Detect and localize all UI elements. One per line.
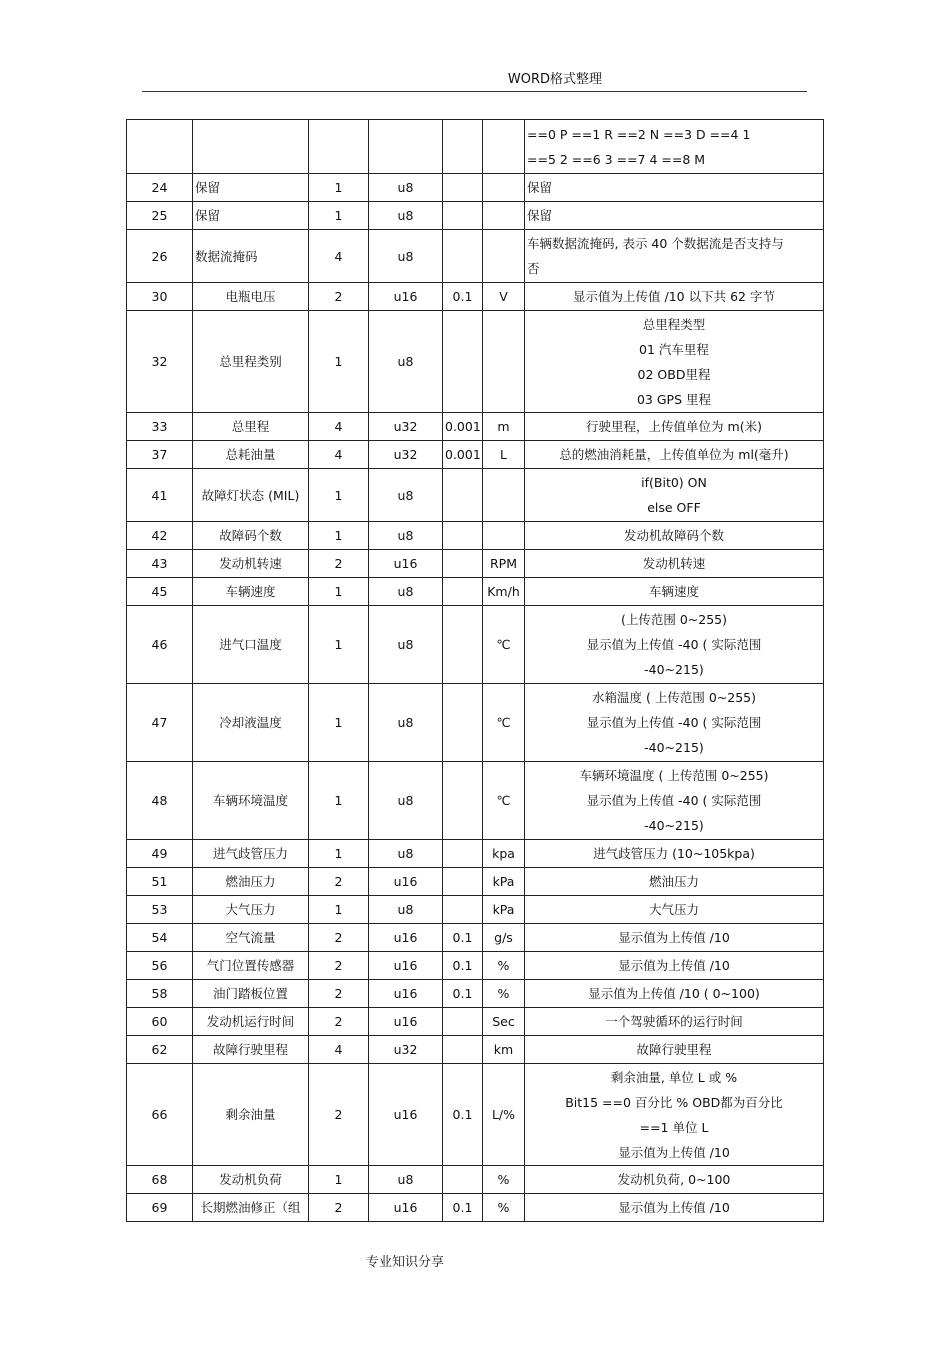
cell-type: u8 <box>369 606 443 684</box>
cell-description <box>525 413 824 441</box>
cell-length: 2 <box>309 1064 369 1166</box>
cell-offset: 45 <box>127 578 193 606</box>
cell-ratio <box>443 174 483 202</box>
cell-field-name: 保留 <box>193 174 309 202</box>
cell-ratio <box>443 578 483 606</box>
cell-offset: 30 <box>127 283 193 311</box>
cell-type: u16 <box>369 1064 443 1166</box>
cell-type: u32 <box>369 441 443 469</box>
table-row <box>127 120 824 174</box>
cell-length: 2 <box>309 980 369 1008</box>
cell-ratio: 0.001 <box>443 413 483 441</box>
cell-type: u8 <box>369 578 443 606</box>
cell-description <box>525 606 824 684</box>
cell-unit <box>483 174 525 202</box>
cell-field-name: 进气口温度 <box>193 606 309 684</box>
cell-offset: 43 <box>127 550 193 578</box>
description-line: 车辆数据流掩码, 表示 40 个数据流是否支持与 <box>527 236 784 251</box>
description-line: ==0 P ==1 R ==2 N ==3 D ==4 1 <box>527 126 751 142</box>
cell-field-name: 数据流掩码 <box>193 230 309 283</box>
cell-length: 1 <box>309 684 369 762</box>
cell-field-name: 剩余油量 <box>193 1064 309 1166</box>
description-line: 显示值为上传值 /10 以下共 62 字节 <box>573 289 775 304</box>
cell-type: u8 <box>369 684 443 762</box>
cell-description <box>525 522 824 550</box>
cell-unit: kpa <box>483 840 525 868</box>
cell-ratio <box>443 230 483 283</box>
description-line: 行驶里程，上传值单位为 m(米) <box>586 419 762 434</box>
description-line: 一个驾驶循环的运行时间 <box>605 1014 743 1029</box>
cell-offset: 25 <box>127 202 193 230</box>
description-line: 01 汽车里程 <box>639 341 709 357</box>
cell-unit: Km/h <box>483 578 525 606</box>
cell-unit: % <box>483 1166 525 1194</box>
cell-ratio: 0.1 <box>443 1194 483 1222</box>
cell-length: 1 <box>309 578 369 606</box>
description-line: if(Bit0) ON <box>641 475 707 490</box>
description-line: 车辆环境温度 ( 上传范围 0~255) <box>579 768 769 783</box>
cell-field-name: 发动机运行时间 <box>193 1008 309 1036</box>
cell-type: u8 <box>369 1166 443 1194</box>
cell-ratio <box>443 469 483 522</box>
cell-unit: % <box>483 980 525 1008</box>
cell-field-name: 车辆环境温度 <box>193 762 309 840</box>
cell-type <box>369 120 443 174</box>
cell-unit: % <box>483 952 525 980</box>
cell-ratio: 0.1 <box>443 924 483 952</box>
table-row <box>127 441 824 469</box>
cell-ratio <box>443 896 483 924</box>
cell-unit <box>483 311 525 413</box>
cell-type: u8 <box>369 174 443 202</box>
cell-unit: m <box>483 413 525 441</box>
table-row <box>127 578 824 606</box>
description-line: 显示值为上传值 /10 <box>618 1144 730 1160</box>
table-row <box>127 1008 824 1036</box>
cell-unit: Sec <box>483 1008 525 1036</box>
cell-length: 2 <box>309 952 369 980</box>
table-row <box>127 896 824 924</box>
page-header: WORD格式整理 <box>507 72 603 87</box>
cell-length: 1 <box>309 311 369 413</box>
cell-ratio <box>443 762 483 840</box>
description-line: 剩余油量, 单位 L 或 % <box>610 1069 738 1085</box>
cell-type: u16 <box>369 924 443 952</box>
cell-description <box>525 441 824 469</box>
cell-length: 2 <box>309 1008 369 1036</box>
table-row <box>127 283 824 311</box>
cell-offset: 26 <box>127 230 193 283</box>
cell-description <box>525 311 824 413</box>
description-line: -40~215) <box>644 662 704 677</box>
cell-length: 1 <box>309 896 369 924</box>
cell-description <box>525 230 824 283</box>
description-line: 显示值为上传值 /10 <box>618 930 730 945</box>
cell-unit: kPa <box>483 896 525 924</box>
cell-unit <box>483 202 525 230</box>
cell-field-name: 长期燃油修正（组 <box>193 1194 309 1222</box>
cell-field-name: 保留 <box>193 202 309 230</box>
cell-field-name <box>193 120 309 174</box>
description-line: Bit15 ==0 百分比 % OBD都为百分比 <box>565 1094 783 1110</box>
description-line: 显示值为上传值 /10 <box>618 1200 730 1215</box>
description-line: 总里程类型 <box>642 316 706 332</box>
cell-offset: 66 <box>127 1064 193 1166</box>
description-line: 否 <box>527 261 540 276</box>
table-row <box>127 522 824 550</box>
cell-description <box>525 120 824 174</box>
cell-description <box>525 202 824 230</box>
cell-offset: 32 <box>127 311 193 413</box>
cell-ratio <box>443 120 483 174</box>
cell-length: 1 <box>309 202 369 230</box>
cell-offset: 48 <box>127 762 193 840</box>
description-line: 燃油压力 <box>648 874 699 889</box>
cell-unit <box>483 230 525 283</box>
cell-unit: V <box>483 283 525 311</box>
table-row <box>127 762 824 840</box>
cell-ratio: 0.1 <box>443 980 483 1008</box>
cell-type: u16 <box>369 980 443 1008</box>
cell-length: 1 <box>309 1166 369 1194</box>
cell-ratio <box>443 684 483 762</box>
description-line: -40~215) <box>644 740 704 755</box>
cell-unit: % <box>483 1194 525 1222</box>
description-line: 02 OBD里程 <box>637 366 711 382</box>
cell-length: 1 <box>309 606 369 684</box>
cell-length <box>309 120 369 174</box>
cell-unit: RPM <box>483 550 525 578</box>
cell-offset: 46 <box>127 606 193 684</box>
cell-description <box>525 1036 824 1064</box>
cell-length: 4 <box>309 441 369 469</box>
cell-description <box>525 578 824 606</box>
cell-length: 2 <box>309 1194 369 1222</box>
cell-field-name: 发动机转速 <box>193 550 309 578</box>
cell-unit: g/s <box>483 924 525 952</box>
cell-offset: 56 <box>127 952 193 980</box>
cell-description <box>525 762 824 840</box>
cell-description <box>525 1194 824 1222</box>
description-line: ==5 2 ==6 3 ==7 4 ==8 M <box>527 151 706 167</box>
cell-type: u16 <box>369 1194 443 1222</box>
cell-type: u8 <box>369 230 443 283</box>
cell-type: u32 <box>369 1036 443 1064</box>
table-row <box>127 311 824 413</box>
cell-length: 2 <box>309 924 369 952</box>
table-row <box>127 952 824 980</box>
description-line: 显示值为上传值 /10 ( 0~100) <box>588 986 760 1001</box>
cell-ratio <box>443 522 483 550</box>
cell-offset: 54 <box>127 924 193 952</box>
cell-field-name: 发动机负荷 <box>193 1166 309 1194</box>
cell-ratio: 0.1 <box>443 952 483 980</box>
cell-length: 4 <box>309 230 369 283</box>
cell-description <box>525 1008 824 1036</box>
cell-type: u16 <box>369 952 443 980</box>
cell-type: u8 <box>369 840 443 868</box>
cell-type: u16 <box>369 283 443 311</box>
cell-field-name: 故障码个数 <box>193 522 309 550</box>
description-line: (上传范围 0~255) <box>620 612 727 627</box>
cell-description <box>525 840 824 868</box>
cell-offset: 37 <box>127 441 193 469</box>
cell-ratio: 0.001 <box>443 441 483 469</box>
cell-description <box>525 1064 824 1166</box>
cell-length: 2 <box>309 283 369 311</box>
description-line: 车辆速度 <box>648 584 699 599</box>
cell-unit: km <box>483 1036 525 1064</box>
cell-length: 2 <box>309 550 369 578</box>
cell-ratio <box>443 202 483 230</box>
table-body <box>127 120 824 1222</box>
description-line: 发动机负荷, 0~100 <box>617 1172 731 1187</box>
cell-type: u8 <box>369 762 443 840</box>
table-row <box>127 684 824 762</box>
cell-offset: 41 <box>127 469 193 522</box>
cell-ratio: 0.1 <box>443 1064 483 1166</box>
description-line: 大气压力 <box>648 902 699 917</box>
cell-length: 2 <box>309 868 369 896</box>
cell-offset: 33 <box>127 413 193 441</box>
cell-field-name: 总耗油量 <box>193 441 309 469</box>
cell-ratio <box>443 1008 483 1036</box>
description-line: 03 GPS 里程 <box>636 391 711 407</box>
cell-unit <box>483 120 525 174</box>
cell-description <box>525 980 824 1008</box>
table-row <box>127 840 824 868</box>
table-row <box>127 202 824 230</box>
cell-offset: 47 <box>127 684 193 762</box>
table-row <box>127 1194 824 1222</box>
cell-type: u8 <box>369 202 443 230</box>
cell-ratio <box>443 840 483 868</box>
table-row <box>127 230 824 283</box>
cell-offset: 42 <box>127 522 193 550</box>
cell-offset: 62 <box>127 1036 193 1064</box>
cell-ratio <box>443 1166 483 1194</box>
cell-ratio <box>443 1036 483 1064</box>
table-row <box>127 980 824 1008</box>
cell-field-name: 总里程类别 <box>193 311 309 413</box>
cell-type: u16 <box>369 550 443 578</box>
cell-field-name: 进气歧管压力 <box>193 840 309 868</box>
cell-offset: 58 <box>127 980 193 1008</box>
cell-unit: L/% <box>483 1064 525 1166</box>
description-line: 显示值为上传值 -40 ( 实际范围 <box>586 793 762 808</box>
table-row <box>127 469 824 522</box>
cell-unit: ℃ <box>483 606 525 684</box>
cell-field-name: 燃油压力 <box>193 868 309 896</box>
description-line: 故障行驶里程 <box>636 1042 712 1057</box>
cell-type: u8 <box>369 896 443 924</box>
cell-offset <box>127 120 193 174</box>
cell-ratio <box>443 606 483 684</box>
cell-field-name: 空气流量 <box>193 924 309 952</box>
cell-description <box>525 174 824 202</box>
description-line: 发动机故障码个数 <box>623 528 724 543</box>
cell-field-name: 大气压力 <box>193 896 309 924</box>
description-line: 保留 <box>527 208 553 223</box>
cell-field-name: 电瓶电压 <box>193 283 309 311</box>
description-line: 显示值为上传值 -40 ( 实际范围 <box>586 715 762 730</box>
cell-offset: 53 <box>127 896 193 924</box>
cell-description <box>525 896 824 924</box>
description-line: else OFF <box>647 500 701 515</box>
cell-type: u8 <box>369 311 443 413</box>
cell-description <box>525 684 824 762</box>
table-row <box>127 174 824 202</box>
description-line: 水箱温度 ( 上传范围 0~255) <box>592 690 756 705</box>
cell-unit <box>483 522 525 550</box>
table-row <box>127 606 824 684</box>
cell-length: 1 <box>309 840 369 868</box>
cell-type: u8 <box>369 469 443 522</box>
table-row <box>127 1064 824 1166</box>
table-row <box>127 868 824 896</box>
cell-length: 4 <box>309 413 369 441</box>
cell-field-name: 故障行驶里程 <box>193 1036 309 1064</box>
cell-length: 1 <box>309 522 369 550</box>
table-row <box>127 1166 824 1194</box>
cell-length: 1 <box>309 469 369 522</box>
description-line: 显示值为上传值 /10 <box>618 958 730 973</box>
cell-description <box>525 283 824 311</box>
header-divider <box>142 91 807 92</box>
cell-type: u16 <box>369 868 443 896</box>
data-field-table <box>126 119 824 1222</box>
page-footer: 专业知识分享 <box>365 1255 444 1270</box>
cell-description <box>525 469 824 522</box>
cell-field-name: 故障灯状态 (MIL) <box>193 469 309 522</box>
table-row <box>127 550 824 578</box>
cell-field-name: 总里程 <box>193 413 309 441</box>
description-line: 保留 <box>527 180 553 195</box>
cell-description <box>525 1166 824 1194</box>
description-line: -40~215) <box>644 818 704 833</box>
cell-field-name: 气门位置传感器 <box>193 952 309 980</box>
description-line: 发动机转速 <box>642 556 706 571</box>
description-line: 总的燃油消耗量，上传值单位为 ml(毫升) <box>559 447 789 462</box>
cell-field-name: 车辆速度 <box>193 578 309 606</box>
cell-ratio <box>443 868 483 896</box>
cell-offset: 60 <box>127 1008 193 1036</box>
cell-unit <box>483 469 525 522</box>
cell-length: 4 <box>309 1036 369 1064</box>
cell-offset: 24 <box>127 174 193 202</box>
cell-unit: ℃ <box>483 762 525 840</box>
cell-type: u8 <box>369 522 443 550</box>
cell-offset: 49 <box>127 840 193 868</box>
cell-field-name: 冷却液温度 <box>193 684 309 762</box>
cell-offset: 69 <box>127 1194 193 1222</box>
cell-ratio <box>443 550 483 578</box>
table-row <box>127 1036 824 1064</box>
cell-unit: kPa <box>483 868 525 896</box>
cell-ratio: 0.1 <box>443 283 483 311</box>
cell-length: 1 <box>309 762 369 840</box>
cell-field-name: 油门踏板位置 <box>193 980 309 1008</box>
cell-unit: ℃ <box>483 684 525 762</box>
cell-description <box>525 924 824 952</box>
cell-length: 1 <box>309 174 369 202</box>
cell-offset: 68 <box>127 1166 193 1194</box>
cell-type: u16 <box>369 1008 443 1036</box>
table-row <box>127 413 824 441</box>
cell-offset: 51 <box>127 868 193 896</box>
cell-description <box>525 952 824 980</box>
description-line: ==1 单位 L <box>639 1119 709 1135</box>
cell-unit: L <box>483 441 525 469</box>
cell-type: u32 <box>369 413 443 441</box>
table-row <box>127 924 824 952</box>
cell-description <box>525 868 824 896</box>
description-line: 进气歧管压力 (10~105kpa) <box>593 846 755 861</box>
cell-description <box>525 550 824 578</box>
description-line: 显示值为上传值 -40 ( 实际范围 <box>586 637 762 652</box>
cell-ratio <box>443 311 483 413</box>
